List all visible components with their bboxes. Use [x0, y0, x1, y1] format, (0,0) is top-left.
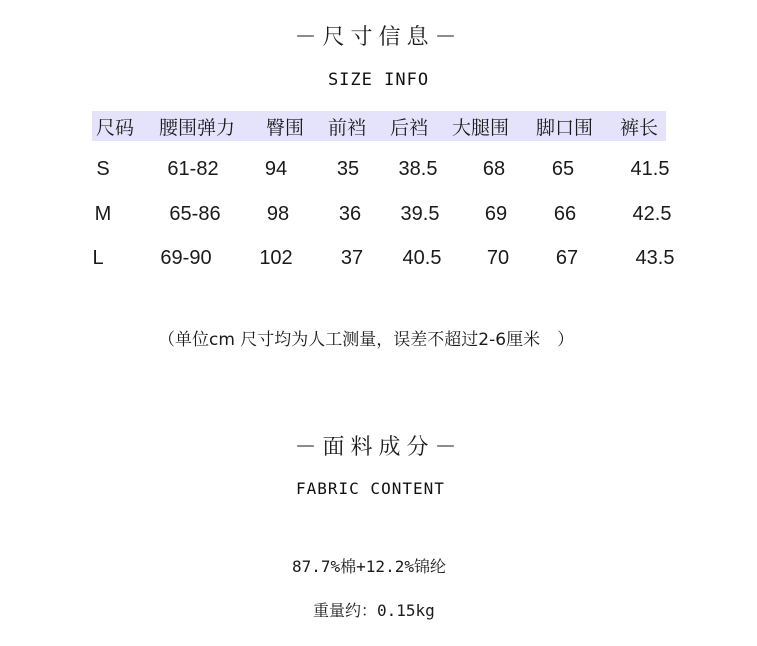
size-table-header: 后裆 — [390, 117, 429, 139]
table-cell: 43.5 — [635, 247, 675, 269]
measurement-note: （单位cm 尺寸均为人工测量，误差不超过2-6厘米 ） — [158, 330, 575, 350]
table-cell: 69-90 — [160, 247, 212, 269]
table-cell: 66 — [553, 203, 577, 225]
table-cell: L — [92, 247, 104, 269]
table-cell: 94 — [264, 158, 288, 180]
size-table-header: 脚口围 — [536, 117, 594, 139]
table-cell: 98 — [266, 203, 290, 225]
table-cell: 65-86 — [169, 203, 221, 225]
table-cell: 68 — [482, 158, 506, 180]
table-cell: 40.5 — [402, 247, 442, 269]
table-cell: 69 — [484, 203, 508, 225]
fabric-composition: 87.7%棉+12.2%锦纶 — [292, 557, 446, 576]
table-cell: 38.5 — [398, 158, 438, 180]
size-table-header: 前裆 — [328, 117, 367, 139]
table-cell: 61-82 — [167, 158, 219, 180]
table-cell: 41.5 — [630, 158, 670, 180]
table-cell: 42.5 — [632, 203, 672, 225]
table-cell: 35 — [336, 158, 360, 180]
fabric-content-title: －面料成分－ — [294, 435, 463, 460]
table-cell: 37 — [340, 247, 364, 269]
table-cell: 39.5 — [400, 203, 440, 225]
size-table-header: 大腿围 — [452, 117, 510, 139]
table-cell: 70 — [486, 247, 510, 269]
table-cell: M — [94, 203, 112, 225]
fabric-weight: 重量约：0.15kg — [313, 601, 435, 620]
table-cell: S — [96, 158, 110, 180]
size-table-header: 臀围 — [266, 117, 305, 139]
table-cell: 36 — [338, 203, 362, 225]
table-cell: 102 — [259, 247, 293, 269]
size-info-title: －尺寸信息－ — [294, 25, 463, 50]
size-table-header: 尺码 — [96, 117, 135, 139]
table-cell: 67 — [555, 247, 579, 269]
size-table-header: 腰围弹力 — [159, 117, 236, 139]
size-info-subtitle: SIZE INFO — [327, 70, 430, 90]
fabric-content-subtitle: FABRIC CONTENT — [296, 479, 445, 498]
table-cell: 65 — [551, 158, 575, 180]
size-table-header: 裤长 — [620, 117, 659, 139]
